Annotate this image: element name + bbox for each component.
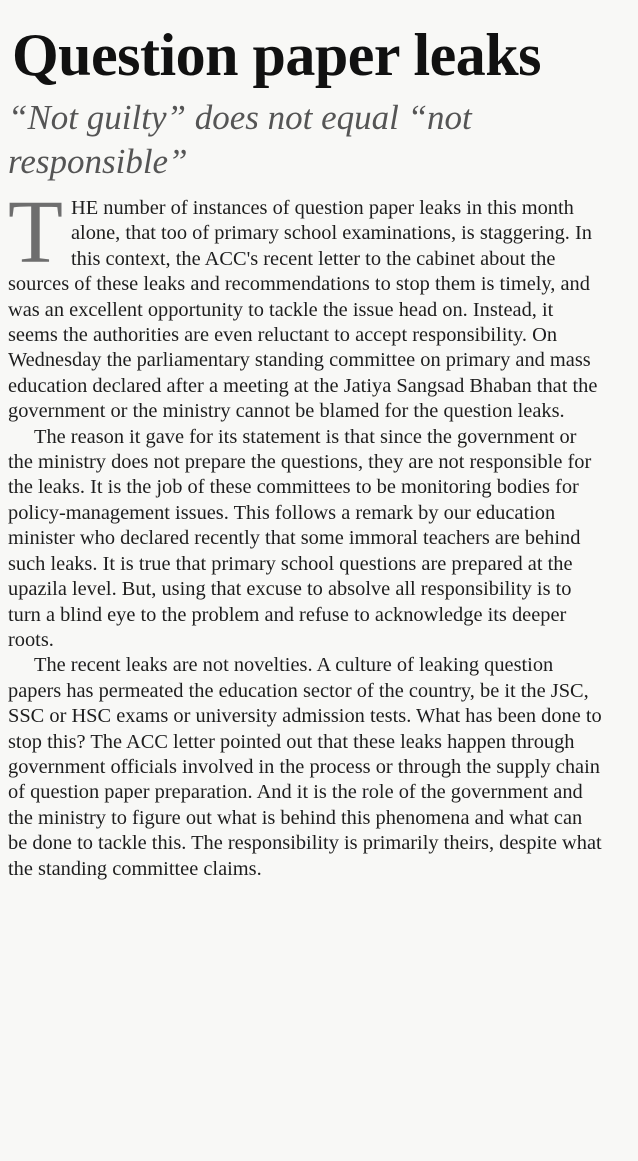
paragraph-1: [8, 183, 604, 425]
paragraph-2: The reason it gave for its statement is that since the government or the ministry does not prepare the questions, they are not responsible for the leaks. It is the job of these committees to be monitoring bodies for policy-management issues. This follows a remark by our education minister who declared recently that some immoral teachers are behind such leaks. It is true that primary school questions are prepared at the upazila level. But, using that excuse to absolve all responsibility is to turn a blind eye to the problem and refuse to acknowledge its deeper roots.: [8, 425, 592, 651]
subheadline: “Not guilty” does not equal “not responsible”: [8, 98, 472, 181]
article-body: [8, 183, 604, 882]
headline: Question paper leaks: [12, 22, 541, 88]
paragraph-1-text: HE number of instances of question paper leaks in this month alone, that too of primary school examinations, is staggering. In this context, the ACC's recent letter to the cabinet about the sources of these leaks and recommendations to stop them is timely, and was an excellent opportunity to tackle the issue head on. Instead, it seems the authorities are even reluctant to accept responsibility. On Wednesday the parliamentary standing committee on primary and mass education declared after a meeting at the Jatiya Sangsad Bhaban that the government or the ministry cannot be blamed for the question leaks.: [8, 197, 598, 423]
paragraph-3: The recent leaks are not novelties. A culture of leaking question papers has permeated the education sector of the country, be it the JSC, SSC or HSC exams or university admission tests. What has been done to stop this? The ACC letter pointed out that these leaks happen through government officials involved in the process or through the supply chain of question paper preparation. And it is the role of the government and the ministry to figure out what is behind this phenomena and what can be done to tackle this. The responsibility is primarily theirs, despite what the standing committee claims.: [8, 654, 602, 880]
drop-cap: T: [8, 183, 63, 282]
